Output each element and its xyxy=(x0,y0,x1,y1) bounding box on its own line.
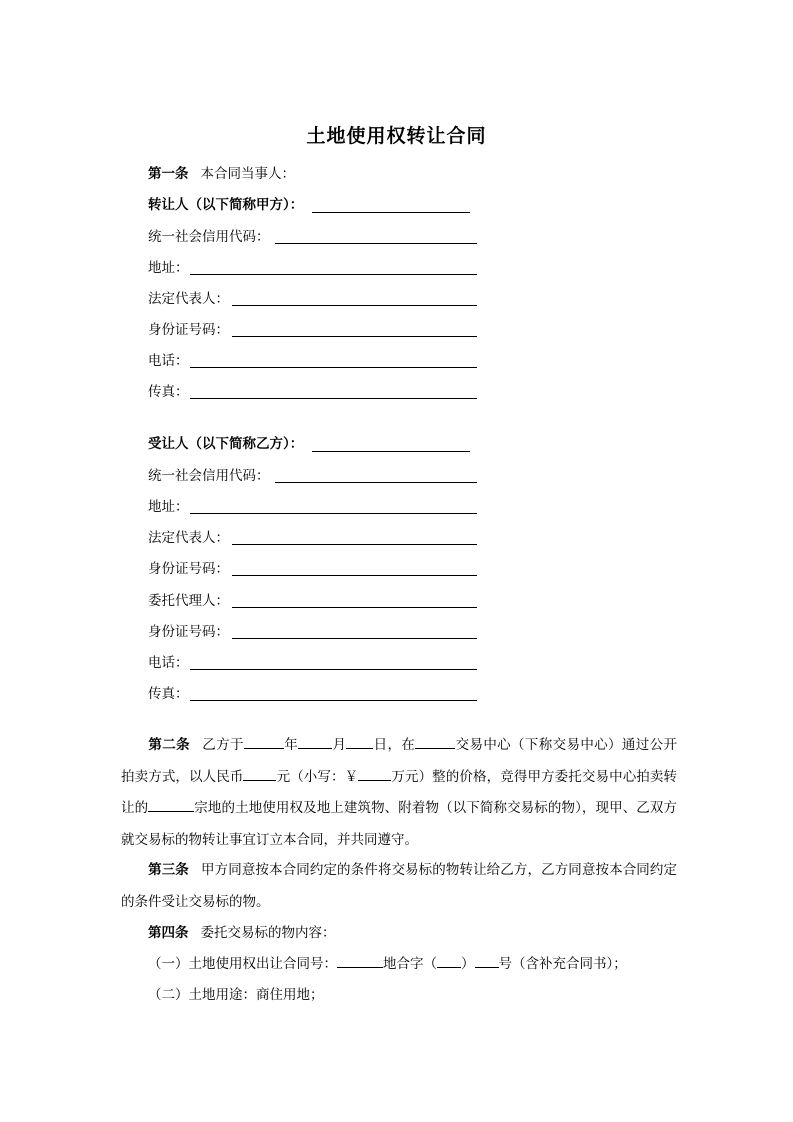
transferee-agent-blank[interactable] xyxy=(232,607,477,608)
article4-heading: 第四条 xyxy=(148,925,189,941)
article3-paragraph xyxy=(121,855,677,918)
transferor-field-phone: 电话： xyxy=(148,353,189,369)
article2-text-7: 万元）整的价格，竞得甲方委托交易中心拍卖转让的 xyxy=(121,768,678,816)
article4-item1 xyxy=(121,949,677,981)
transferor-heading: 转让人（以下简称甲方）： xyxy=(148,197,304,213)
transferee-legal-rep-blank[interactable] xyxy=(232,544,477,545)
document-title: 土地使用权转让合同 xyxy=(306,125,487,147)
transferor-field-credit-code: 统一社会信用代码： xyxy=(148,229,270,245)
article4-item1-text-a: （一）土地使用权出让合同号： xyxy=(148,956,337,972)
parcel-blank[interactable] xyxy=(148,797,194,812)
transferee-field-phone: 电话： xyxy=(148,655,189,671)
transferee-agent-id-blank[interactable] xyxy=(232,638,477,639)
year-blank[interactable] xyxy=(244,734,284,749)
month-blank[interactable] xyxy=(298,734,332,749)
transferee-field-id-number: 身份证号码： xyxy=(148,561,229,577)
article2-text-1: 乙方于 xyxy=(201,737,244,753)
article3-heading: 第三条 xyxy=(148,862,189,878)
article4-item1-text-b: 地合字（ xyxy=(383,956,437,972)
transferor-address-blank[interactable] xyxy=(190,274,477,275)
article4-item2-text: （二）土地用途：商住用地； xyxy=(148,987,324,1003)
transferee-field-agent-id: 身份证号码： xyxy=(148,624,229,640)
contract-year-blank[interactable] xyxy=(437,953,461,968)
contract-number-blank[interactable] xyxy=(337,953,383,968)
transferee-name-blank[interactable] xyxy=(312,451,470,452)
article2-paragraph xyxy=(121,730,677,856)
article2-text-6: 元（小写：￥ xyxy=(276,768,359,785)
transferor-id-number-blank[interactable] xyxy=(232,336,477,337)
transferor-legal-rep-blank[interactable] xyxy=(232,305,477,306)
transferee-id-number-blank[interactable] xyxy=(232,575,477,576)
transferor-credit-code-blank[interactable] xyxy=(275,243,477,244)
transferor-fax-blank[interactable] xyxy=(190,398,477,399)
transferee-field-agent: 委托代理人： xyxy=(148,593,229,609)
transferor-field-fax: 传真： xyxy=(148,384,189,400)
transferee-phone-blank[interactable] xyxy=(190,669,477,670)
transferor-field-id-number: 身份证号码： xyxy=(148,322,229,338)
transferee-field-legal-rep: 法定代表人： xyxy=(148,530,229,546)
transferee-credit-code-blank[interactable] xyxy=(275,482,477,483)
article2-text-8: 宗地的土地使用权及地上建筑物、附着物（以下简称交易标的物），现甲、乙双方就交易标的物转让事宜订立本合同，并共同遵守。 xyxy=(121,800,678,848)
article4-text: 委托交易标的物内容： xyxy=(200,925,336,941)
article1-line xyxy=(148,165,295,183)
article3-text: 甲方同意按本合同约定的条件将交易标的物转让给乙方，乙方同意按本合同约定的条件受让交易标的物。 xyxy=(121,862,678,910)
article2-heading: 第二条 xyxy=(148,737,190,753)
trading-center-blank[interactable] xyxy=(415,734,455,749)
article4-item1-text-c: ） xyxy=(461,956,475,972)
article2-text-4: 日，在 xyxy=(373,737,416,753)
article4-item1-text-d: 号（含补充合同书）； xyxy=(498,956,627,972)
day-blank[interactable] xyxy=(346,734,373,749)
transferee-heading: 受让人（以下简称乙方）： xyxy=(148,436,304,452)
article4-item2 xyxy=(121,980,677,1012)
amount-yuan-blank[interactable] xyxy=(243,766,276,781)
article2-text-3: 月 xyxy=(332,737,347,753)
transferor-phone-blank[interactable] xyxy=(190,367,477,368)
transferor-name-blank[interactable] xyxy=(312,212,470,213)
transferor-field-legal-rep: 法定代表人： xyxy=(148,291,229,307)
transferee-field-credit-code: 统一社会信用代码： xyxy=(148,468,270,484)
article4-paragraph xyxy=(121,918,677,950)
transferee-field-fax: 传真： xyxy=(148,686,189,702)
article2-text-2: 年 xyxy=(283,737,299,753)
article2-text-5: 交易中心（下称交易中心）通过公开拍卖方式，以人民币 xyxy=(121,737,677,785)
contract-serial-blank[interactable] xyxy=(475,953,499,968)
article1-text: 本合同当事人： xyxy=(200,166,295,182)
amount-wan-blank[interactable] xyxy=(358,766,391,781)
transferee-address-blank[interactable] xyxy=(190,513,477,514)
transferee-fax-blank[interactable] xyxy=(190,700,477,701)
transferor-field-address: 地址： xyxy=(148,260,189,276)
article1-heading: 第一条 xyxy=(148,166,189,182)
transferee-field-address: 地址： xyxy=(148,499,189,515)
